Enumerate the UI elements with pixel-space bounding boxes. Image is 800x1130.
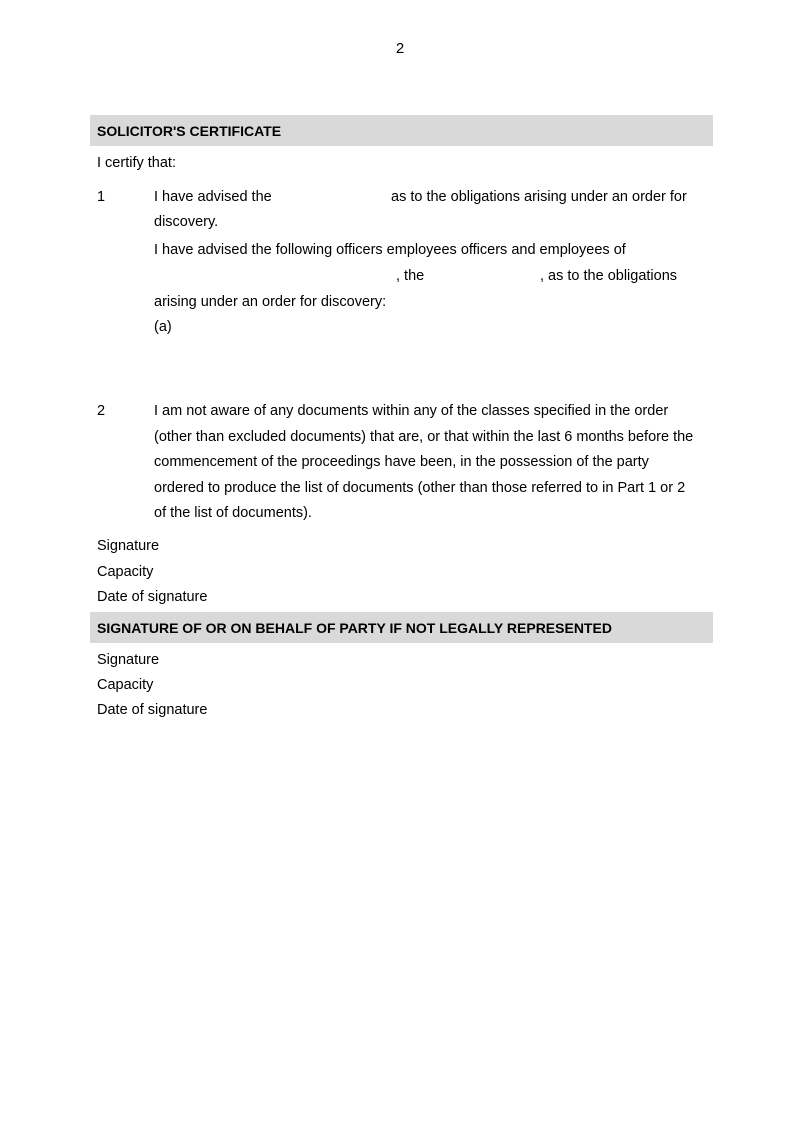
item1-line2: discovery. <box>154 214 219 230</box>
party-signature-heading-bar <box>90 612 713 643</box>
item1-line4-mid: , the <box>396 268 425 284</box>
item2-line: ordered to produce the list of documents (other than those referred to in Part 1 or 2 <box>154 480 686 496</box>
item2-line: I am not aware of any documents within any of the classes specified in the order <box>154 403 669 419</box>
party-date-label: Date of signature <box>97 702 208 718</box>
party-signature-label: Signature <box>97 652 160 668</box>
page-number: 2 <box>395 40 405 57</box>
item1-sub-a: (a) <box>154 319 172 335</box>
solicitor-capacity-label: Capacity <box>97 564 154 580</box>
item2-number: 2 <box>97 403 106 419</box>
item2-line: (other than excluded documents) that are, or that within the last 6 months before the <box>154 429 694 445</box>
solicitor-certificate-heading: SOLICITOR'S CERTIFICATE <box>97 123 282 139</box>
item1-line3: I have advised the following officers employees officers and employees of <box>154 242 626 258</box>
item2-line: of the list of documents). <box>154 505 312 521</box>
solicitor-signature-label: Signature <box>97 538 160 554</box>
item1-number: 1 <box>97 189 106 205</box>
certify-intro: I certify that: <box>97 155 176 171</box>
item2-line: commencement of the proceedings have been, in the possession of the party <box>154 454 649 470</box>
solicitor-date-label: Date of signature <box>97 589 208 605</box>
item1-line1-start: I have advised the <box>154 189 272 205</box>
solicitor-certificate-heading-bar <box>90 115 713 146</box>
party-signature-heading: SIGNATURE OF OR ON BEHALF OF PARTY IF NOT LEGALLY REPRESENTED <box>97 620 612 636</box>
item1-line4-end: , as to the obligations <box>540 268 678 284</box>
party-capacity-label: Capacity <box>97 677 154 693</box>
item1-line1-end: as to the obligations arising under an order for <box>391 189 687 205</box>
item1-line5: arising under an order for discovery: <box>154 294 387 310</box>
